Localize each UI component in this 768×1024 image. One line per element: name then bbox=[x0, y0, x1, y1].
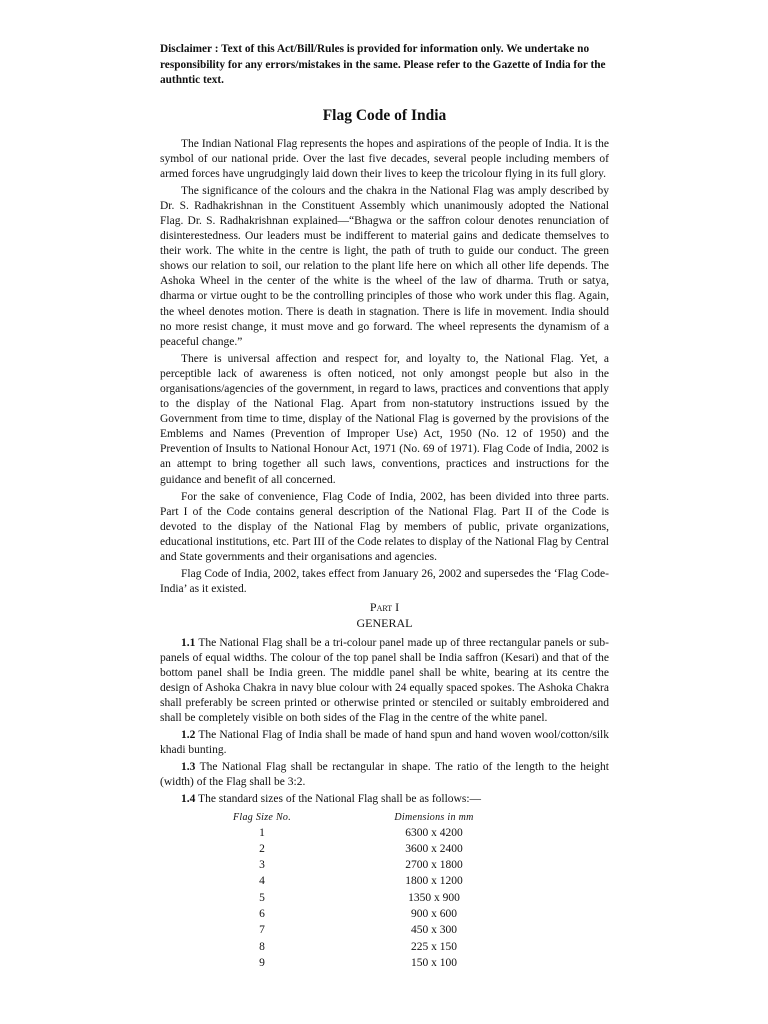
paragraph-2: The significance of the colours and the chakra in the National Flag was amply described by Dr. S. Radhakrishnan in the Constituent Assembly which unanimously adopted the National Flag. Dr. S. Radhakrishnan explained—“Bhagwa or the saffron colour denotes renunciation of disinterestedness. Our leaders must be indifferent to material gains and dedicate themselves to their work. The white in the centre is light, the path of truth to guide our conduct. The green shows our relation to soil, our relation to the plant life here on which all other life depends. The Ashoka Wheel in the center of the white is the wheel of the law of dharma. Truth or satya, dharma or virtue ought to be the controlling principles of those who work under this flag. Again, the wheel denotes motion. There is death in stagnation. There is life in movement. India should no more resist change, it must move and go forward. The wheel represents the dynamism of a peaceful change.” bbox=[160, 184, 609, 348]
flag-size-no: 7 bbox=[259, 924, 265, 937]
flag-size-table bbox=[160, 810, 609, 972]
table-row bbox=[160, 825, 609, 841]
document-page bbox=[160, 42, 609, 971]
table-row bbox=[160, 939, 609, 955]
paragraph-4: For the sake of convenience, Flag Code of India, 2002, has been divided into three parts. Part I of the Code contains general description of the National Flag. Part II of the Code is devoted to the display of the National Flag by members of public, private organizations, educational institutions, etc. Part III of the Code relates to display of the National Flag by Central and State governments and their organisations and agencies. bbox=[160, 490, 609, 564]
paragraph-1: The Indian National Flag represents the hopes and aspirations of the people of India. It is the symbol of our national pride. Over the last five decades, several people including members of armed forces have ungrudgingly laid down their lives to keep the tricolour flying in its full glory. bbox=[160, 137, 609, 180]
clause-text: The National Flag shall be a tri-colour panel made up of three rectangular panels or sub-panels of equal widths. The colour of the top panel shall be India saffron (Kesari) and that of the bottom panel shall be India green. The middle panel shall be white, bearing at its centre the design of Ashoka Chakra in navy blue colour with 24 equally spaced spokes. The Ashoka Chakra shall preferably be screen printed or otherwise printed or stenciled or suitably embroidered and shall be completely visible on both sides of the Flag in the centre of the white panel. bbox=[160, 636, 609, 724]
page-title: Flag Code of India bbox=[322, 106, 447, 124]
paragraph-5: Flag Code of India, 2002, takes effect from January 26, 2002 and supersedes the ‘Flag Code-India’ as it existed. bbox=[160, 568, 609, 596]
paragraph-3: There is universal affection and respect for, and loyalty to, the National Flag. Yet, a perceptible lack of awareness is often noticed, not only amongst people but also in the organisations/agencies of the government, in regard to laws, practices and conventions that apply to the display of the National Flag. Apart from non-statutory instructions issued by the Government from time to time, display of the National Flag is governed by the provisions of the Emblems and Names (Prevention of Improper Use) Act, 1950 (No. 12 of 1950) and the Prevention of Insults to National Honour Act, 1971 (No. 69 of 1971). Flag Code of India, 2002 is an attempt to bring together all such laws, conventions, practices and instructions for the guidance and benefit of all concerned. bbox=[160, 352, 609, 486]
section-heading: GENERAL bbox=[356, 616, 413, 631]
flag-size-no: 1 bbox=[259, 826, 265, 839]
table-row bbox=[160, 857, 609, 873]
flag-dimensions: 1350 x 900 bbox=[408, 891, 460, 904]
flag-size-no: 5 bbox=[259, 891, 265, 904]
flag-dimensions: 900 x 600 bbox=[411, 908, 457, 921]
table-row bbox=[160, 906, 609, 922]
flag-dimensions: 3600 x 2400 bbox=[405, 842, 463, 855]
clause-number: 1.2 bbox=[181, 729, 196, 742]
flag-size-no: 2 bbox=[259, 842, 265, 855]
flag-dimensions: 2700 x 1800 bbox=[405, 859, 463, 872]
clause-number: 1.1 bbox=[181, 636, 196, 649]
clause-1-3 bbox=[160, 760, 609, 790]
part-heading: Part I bbox=[369, 600, 400, 615]
table-row bbox=[160, 922, 609, 938]
table-row bbox=[160, 890, 609, 906]
clause-number: 1.3 bbox=[181, 761, 196, 774]
clause-text: The National Flag shall be rectangular in shape. The ratio of the length to the height (width) of the Flag shall be 3:2. bbox=[160, 761, 609, 789]
table-header-size: Flag Size No. bbox=[232, 811, 292, 823]
table-header-dimensions: Dimensions in mm bbox=[394, 811, 474, 823]
clause-1-4 bbox=[160, 792, 609, 807]
flag-size-no: 4 bbox=[259, 875, 265, 888]
clause-text: The standard sizes of the National Flag shall be as follows:— bbox=[198, 793, 482, 806]
disclaimer-text: Disclaimer : Text of this Act/Bill/Rules is provided for information only. We undertake no responsibility for any errors/mistakes in the same. Please refer to the Gazette of India for the authntic text. bbox=[160, 43, 606, 86]
flag-size-no: 6 bbox=[259, 908, 265, 921]
table-header-row bbox=[160, 810, 609, 825]
table-row bbox=[160, 841, 609, 857]
clause-number: 1.4 bbox=[181, 793, 196, 806]
flag-size-no: 3 bbox=[259, 859, 265, 872]
flag-dimensions: 450 x 300 bbox=[411, 924, 457, 937]
flag-dimensions: 225 x 150 bbox=[411, 940, 457, 953]
table-row bbox=[160, 873, 609, 889]
flag-dimensions: 1800 x 1200 bbox=[405, 875, 463, 888]
clause-text: The National Flag of India shall be made of hand spun and hand woven wool/cotton/silk khadi bunting. bbox=[160, 729, 610, 757]
flag-size-no: 9 bbox=[259, 956, 265, 969]
clause-1-1 bbox=[160, 636, 609, 727]
flag-size-no: 8 bbox=[259, 940, 265, 953]
clause-1-2 bbox=[160, 728, 609, 758]
table-row bbox=[160, 955, 609, 971]
flag-dimensions: 6300 x 4200 bbox=[405, 826, 463, 839]
flag-dimensions: 150 x 100 bbox=[411, 956, 457, 969]
